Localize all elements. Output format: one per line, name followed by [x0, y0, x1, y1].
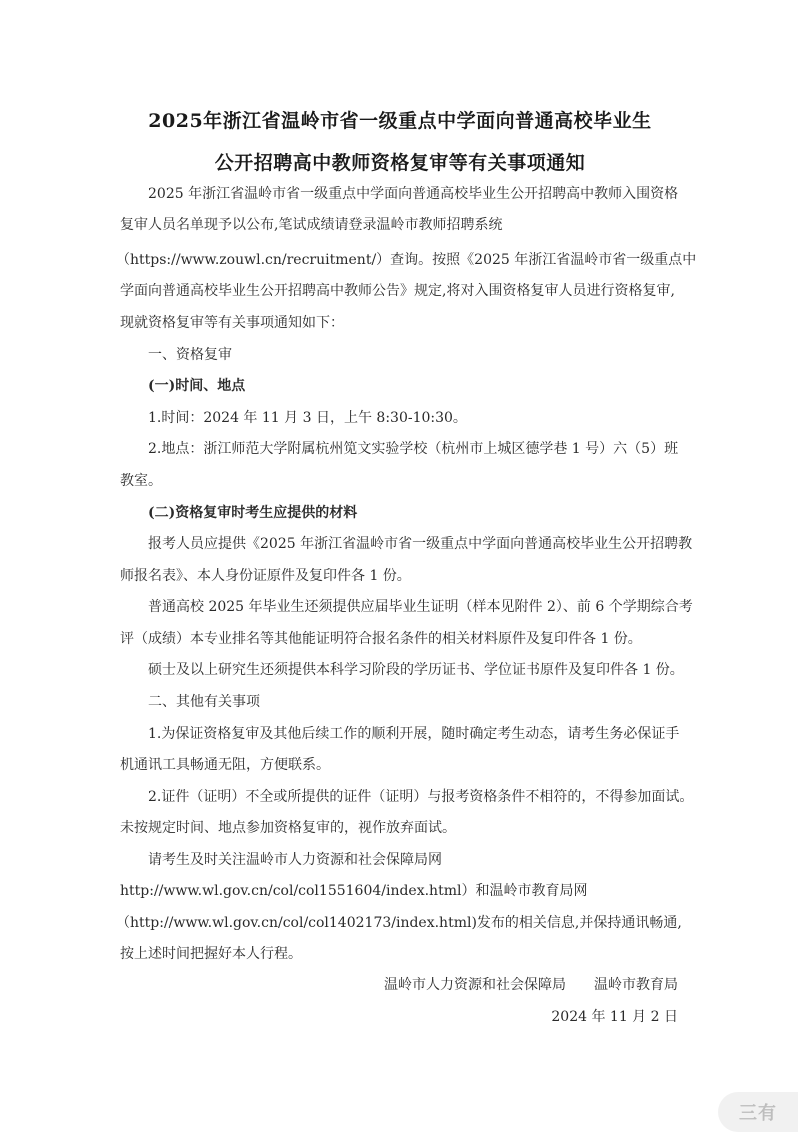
place-line-1: 2.地点：浙江师范大学附属杭州笕文实验学校（杭州市上城区德学巷 1 号）六（5）班 — [148, 441, 679, 457]
issuing-authorities: 温岭市人力资源和社会保障局 温岭市教育局 — [384, 977, 678, 993]
intro-line-1: 2025 年浙江省温岭市省一级重点中学面向普通高校毕业生公开招聘高中教师入围资格 — [148, 186, 679, 202]
watermark-badge: 三有 — [718, 1092, 798, 1132]
section-1-sub-heading-1: (一)时间、地点 — [148, 378, 246, 394]
document-title-line-2: 公开招聘高中教师资格复审等有关事项通知 — [214, 152, 586, 174]
section-2-heading: 二、其他有关事项 — [148, 694, 260, 710]
place-line-2: 教室。 — [120, 473, 162, 489]
notice-line-3: （http://www.wl.gov.cn/col/col1402173/index.html)发布的相关信息,并保持通讯畅通, — [116, 915, 682, 931]
materials-2-line-2: 评（成绩）本专业排名等其他能证明符合报名条件的相关材料原件及复印件各 1 份。 — [120, 631, 642, 647]
section-1-sub-heading-2: (二)资格复审时考生应提供的材料 — [148, 505, 358, 521]
item-1-line-2: 机通讯工具畅通无阻，方便联系。 — [120, 757, 330, 773]
intro-line-5: 现就资格复审等有关事项通知如下： — [120, 315, 344, 331]
item-1-line-1: 1.为保证资格复审及其他后续工作的顺利开展，随时确定考生动态，请考生务必保证手 — [148, 726, 680, 742]
intro-line-4: 学面向普通高校毕业生公开招聘高中教师公告》规定,将对入围资格复审人员进行资格复审, — [120, 283, 675, 299]
notice-line-4: 按上述时间把握好本人行程。 — [120, 946, 302, 962]
intro-line-3: （https://www.zouwl.cn/recruitment/）查询。按照《2025 年浙江省温岭市省一级重点中 — [116, 252, 697, 268]
time-line: 1.时间：2024 年 11 月 3 日，上午 8:30-10:30。 — [148, 410, 467, 426]
item-2-line-1: 2.证件（证明）不全或所提供的证件（证明）与报考资格条件不相符的，不得参加面试。 — [148, 789, 694, 805]
document-title-line-1: 2025年浙江省温岭市省一级重点中学面向普通高校毕业生 — [148, 110, 652, 132]
materials-1-line-1: 报考人员应提供《2025 年浙江省温岭市省一级重点中学面向普通高校毕业生公开招聘教 — [148, 536, 693, 552]
materials-1-line-2: 师报名表》、本人身份证原件及复印件各 1 份。 — [120, 568, 411, 584]
item-2-line-2: 未按规定时间、地点参加资格复审的，视作放弃面试。 — [120, 820, 456, 836]
issue-date: 2024 年 11 月 2 日 — [551, 1009, 678, 1025]
section-1-heading: 一、资格复审 — [148, 347, 232, 363]
notice-line-1: 请考生及时关注温岭市人力资源和社会保障局网 — [148, 852, 442, 868]
materials-2-line-1: 普通高校 2025 年毕业生还须提供应届毕业生证明（样本见附件 2）、前 6 个学期综合考 — [148, 599, 693, 615]
intro-line-2: 复审人员名单现予以公布,笔试成绩请登录温岭市教师招聘系统 — [120, 217, 503, 233]
notice-line-2: http://www.wl.gov.cn/col/col1551604/index.html）和温岭市教育局网 — [120, 883, 588, 899]
materials-3-line: 硕士及以上研究生还须提供本科学习阶段的学历证书、学位证书原件及复印件各 1 份。 — [148, 662, 684, 678]
